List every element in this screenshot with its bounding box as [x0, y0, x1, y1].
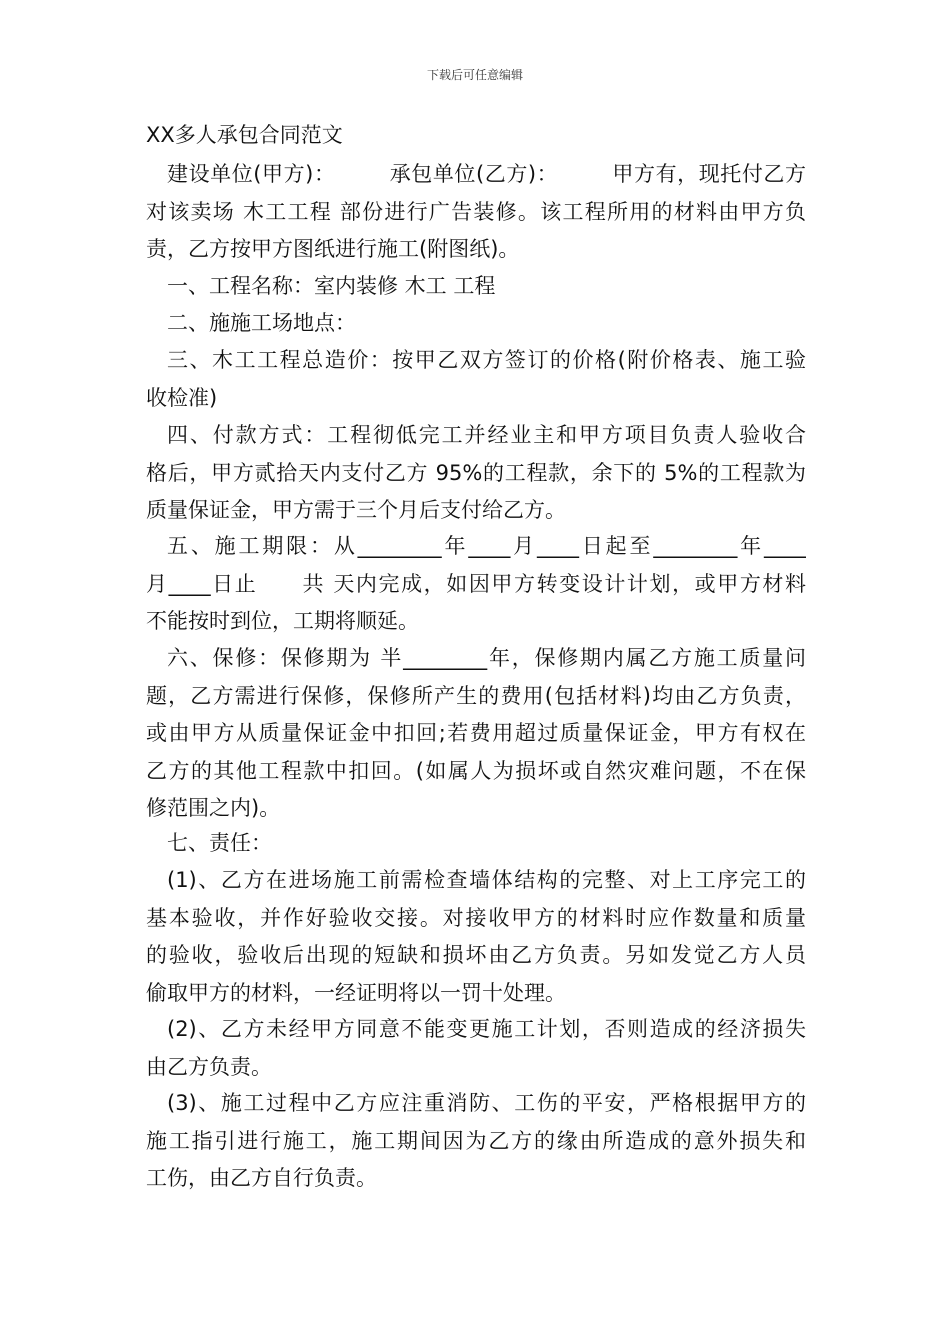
paragraph-line: 三、木工工程总造价：按甲乙双方签订的价格(附价格表、施工验	[167, 348, 806, 372]
paragraph-responsibility-heading	[146, 825, 806, 863]
paragraph-total-price	[146, 342, 806, 417]
paragraph-line: 质量保证金，甲方需于三个月后支付给乙方。	[146, 498, 566, 522]
paragraph-warranty	[146, 640, 806, 828]
paragraph-line: 由乙方负责。	[146, 1054, 272, 1079]
paragraph-line: 二、施施工场地点：	[167, 311, 356, 335]
paragraph-line: 一、工程名称：室内装修 木工 工程	[167, 274, 496, 298]
paragraph-line: 偷取甲方的材料，一经证明将以一罚十处理。	[146, 980, 566, 1005]
paragraph-project-name	[146, 268, 806, 306]
paragraph-payment	[146, 417, 806, 530]
paragraph-line: (2)、乙方未经甲方同意不能变更施工计划，否则造成的经济损失	[167, 1017, 806, 1041]
paragraph-line: (3)、施工过程中乙方应注重消防、工伤的平安，严格根据甲方的	[167, 1091, 806, 1115]
paragraph-line: 施工指引进行施工，施工期间因为乙方的缘由所造成的意外损失和	[146, 1128, 806, 1153]
paragraph-responsibility-3	[146, 1085, 806, 1198]
paragraph-line: 工伤，由乙方自行负责。	[146, 1166, 377, 1190]
paragraph-line: 不能按时到位，工期将顺延。	[146, 609, 419, 633]
page-header-note: 下载后可任意编辑	[426, 68, 523, 82]
paragraph-line: 六、保修：保修期为 半________年，保修期内属乙方施工质量问	[167, 646, 806, 670]
paragraph-site-location	[146, 305, 806, 343]
paragraph-line: 七、责任：	[167, 831, 272, 855]
paragraph-line: 收检准)	[146, 385, 218, 410]
paragraph-line: 乙方的其他工程款中扣回。(如属人为损坏或自然灾难问题，不在保	[146, 758, 806, 783]
paragraph-responsibility-2	[146, 1011, 806, 1086]
paragraph-line: 题，乙方需进行保修，保修所产生的费用(包括材料)均由乙方负责，	[146, 683, 806, 708]
document-title: XX多人承包合同范文	[146, 123, 343, 147]
paragraph-line: 基本验收，并作好验收交接。对接收甲方的材料时应作数量和质量	[146, 905, 806, 930]
paragraph-line: (1)、乙方在进场施工前需检查墙体结构的完整、对上工序完工的	[167, 868, 806, 892]
paragraph-line: 五、施工期限：从________年____月____日起至________年____	[167, 534, 806, 558]
paragraph-construction-period	[146, 528, 806, 641]
paragraph-line: 责，乙方按甲方图纸进行施工(附图纸)。	[146, 237, 520, 261]
paragraph-line: 四、付款方式：工程彻低完工并经业主和甲方项目负责人验收合	[167, 423, 806, 447]
paragraph-line: 或由甲方从质量保证金中扣回;若费用超过质量保证金，甲方有权在	[146, 721, 806, 745]
paragraph-parties	[146, 156, 806, 269]
paragraph-line: 的验收，验收后出现的短缺和损坏由乙方负责。另如发觉乙方人员	[146, 943, 806, 967]
paragraph-line: 格后，甲方贰拾天内支付乙方 95%的工程款，余下的 5%的工程款为	[146, 460, 806, 485]
paragraph-line: 修范围之内)。	[146, 796, 281, 820]
paragraph-line: 建设单位(甲方)： 承包单位(乙方)： 甲方有，现托付乙方	[167, 162, 806, 186]
paragraph-line: 对该卖场 木工工程 部份进行广告装修。该工程所用的材料由甲方负	[146, 199, 806, 224]
paragraph-line: 月____日止 共 天内完成，如因甲方转变设计计划，或甲方材料	[146, 571, 806, 596]
paragraph-responsibility-1	[146, 862, 806, 1012]
